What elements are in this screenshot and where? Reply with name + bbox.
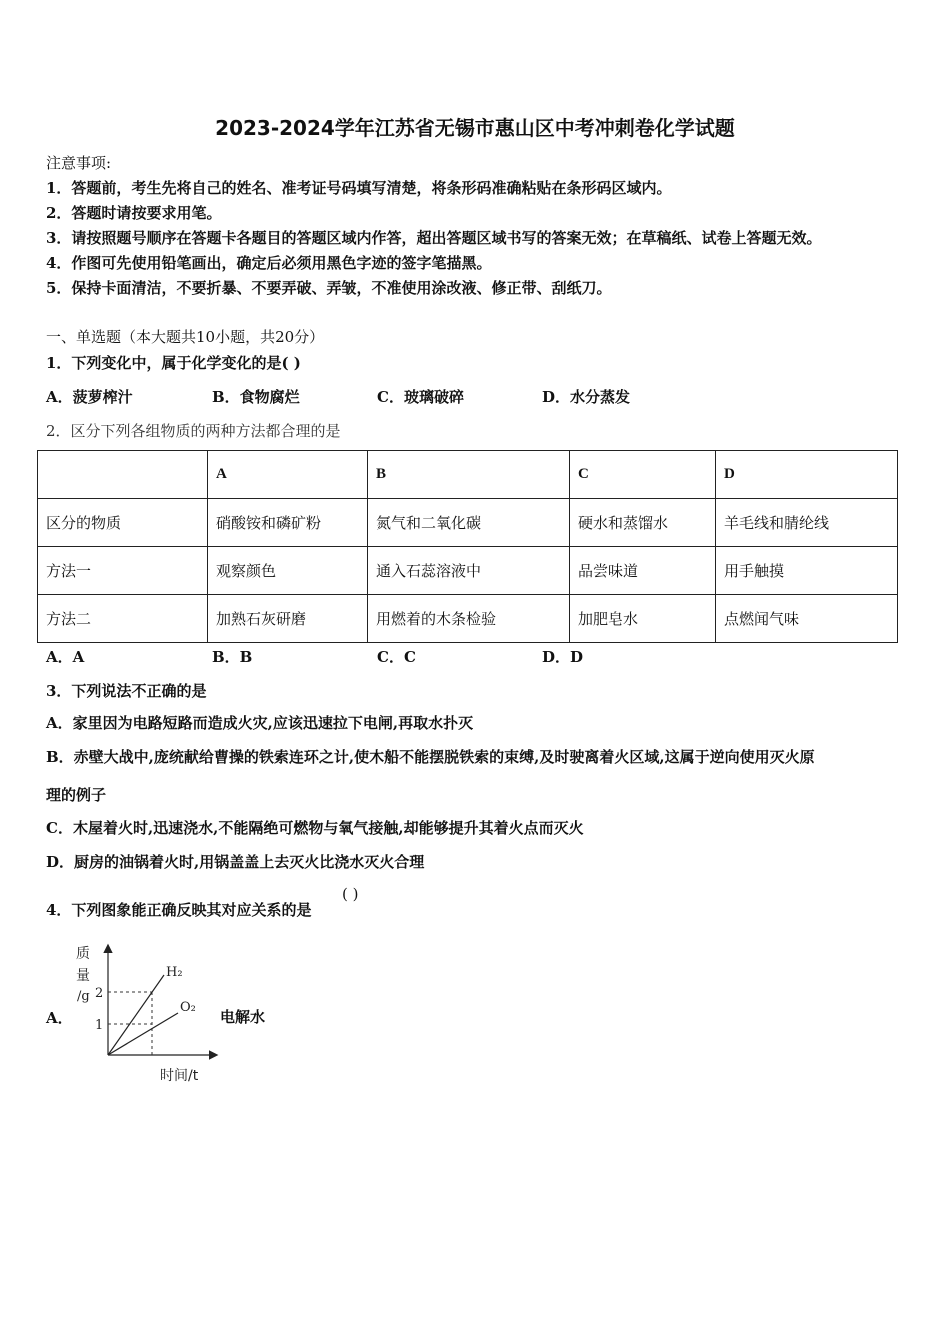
q2-option-b: B．B	[212, 648, 253, 666]
table-cell: A	[208, 451, 368, 499]
q2-option-c: C．C	[377, 648, 416, 666]
question-3-stem: 3．下列说法不正确的是	[46, 682, 207, 700]
q4-option-a-label: A．	[46, 1009, 73, 1027]
table-cell: 用手触摸	[716, 547, 898, 595]
o2-line	[108, 1013, 178, 1055]
table-cell: 方法一	[38, 547, 208, 595]
q1-option-b: B．食物腐烂	[212, 388, 300, 406]
table-header-row	[38, 451, 898, 499]
page-title: 2023-2024学年江苏省无锡市惠山区中考冲刺卷化学试题	[215, 116, 735, 140]
answer-parentheses: ( )	[342, 885, 359, 903]
y-label-char: 质	[76, 946, 90, 962]
table-row	[38, 499, 898, 547]
table-cell: 点燃闻气味	[716, 595, 898, 643]
q3-option-b-continued: 理的例子	[46, 786, 107, 804]
table-cell: 区分的物质	[38, 499, 208, 547]
q1-option-a: A．菠萝榨汁	[46, 388, 133, 406]
table-cell: 加肥皂水	[570, 595, 716, 643]
notice-item: 1．答题前，考生先将自己的姓名、准考证号码填写清楚，将条形码准确粘贴在条形码区域内。	[46, 179, 672, 197]
electrolysis-graph	[60, 940, 220, 1090]
question-4-stem: 4．下列图象能正确反映其对应关系的是	[46, 901, 312, 919]
q2-option-a: A．A	[46, 648, 85, 666]
table-cell: 硝酸铵和磷矿粉	[208, 499, 368, 547]
q2-option-d: D．D	[542, 648, 584, 666]
y-label-unit: /g	[77, 989, 90, 1004]
table-cell: 羊毛线和腈纶线	[716, 499, 898, 547]
h2-line	[108, 975, 164, 1055]
table-cell: B	[368, 451, 570, 499]
q3-option-b: B．赤壁大战中,庞统献给曹操的铁索连环之计,使木船不能摆脱铁索的束缚,及时驶离着火区域,这属于逆向使用灭火原	[46, 748, 815, 766]
table-cell: C	[570, 451, 716, 499]
notice-item: 2．答题时请按要求用笔。	[46, 204, 222, 222]
tick-label-1: 1	[95, 1018, 104, 1033]
table-row	[38, 547, 898, 595]
table-cell: 加熟石灰研磨	[208, 595, 368, 643]
table-cell: 方法二	[38, 595, 208, 643]
h2-label: H₂	[166, 965, 183, 980]
q1-option-c: C．玻璃破碎	[377, 388, 464, 406]
notice-item: 4．作图可先使用铅笔画出，确定后必须用黑色字迹的签字笔描黑。	[46, 254, 492, 272]
o2-label: O₂	[180, 1000, 196, 1015]
table-cell: D	[716, 451, 898, 499]
question-1-stem: 1．下列变化中，属于化学变化的是( )	[46, 354, 301, 372]
table-cell: 品尝味道	[570, 547, 716, 595]
q3-option-a: A．家里因为电路短路而造成火灾,应该迅速拉下电闸,再取水扑灭	[46, 714, 474, 732]
q3-option-c: C．木屋着火时,迅速浇水,不能隔绝可燃物与氧气接触,却能够提升其着火点而灭火	[46, 819, 584, 837]
notice-item: 5．保持卡面清洁，不要折暴、不要弄破、弄皱，不准使用涂改液、修正带、刮纸刀。	[46, 279, 612, 297]
x-axis-label: 时间/t	[160, 1068, 199, 1084]
q1-option-d: D．水分蒸发	[542, 388, 631, 406]
table-cell: 观察颜色	[208, 547, 368, 595]
table-cell: 氮气和二氧化碳	[368, 499, 570, 547]
question-2-stem: 2．区分下列各组物质的两种方法都合理的是	[46, 422, 341, 440]
section-heading: 一、单选题（本大题共10小题，共20分）	[46, 328, 325, 346]
y-label-char: 量	[76, 968, 90, 984]
table-row	[38, 595, 898, 643]
table-cell	[38, 451, 208, 499]
tick-label-2: 2	[95, 986, 104, 1001]
q3-option-d: D．厨房的油锅着火时,用锅盖盖上去灭火比浇水灭火合理	[46, 853, 425, 871]
q4-option-a-caption: 电解水	[220, 1008, 266, 1026]
notice-heading: 注意事项:	[46, 154, 112, 172]
notice-item: 3．请按照题号顺序在答题卡各题目的答题区域内作答，超出答题区域书写的答案无效；在草稿纸、试卷上答题无效。	[46, 229, 822, 247]
table-cell: 用燃着的木条检验	[368, 595, 570, 643]
q2-table	[37, 450, 898, 643]
table-cell: 硬水和蒸馏水	[570, 499, 716, 547]
table-cell: 通入石蕊溶液中	[368, 547, 570, 595]
